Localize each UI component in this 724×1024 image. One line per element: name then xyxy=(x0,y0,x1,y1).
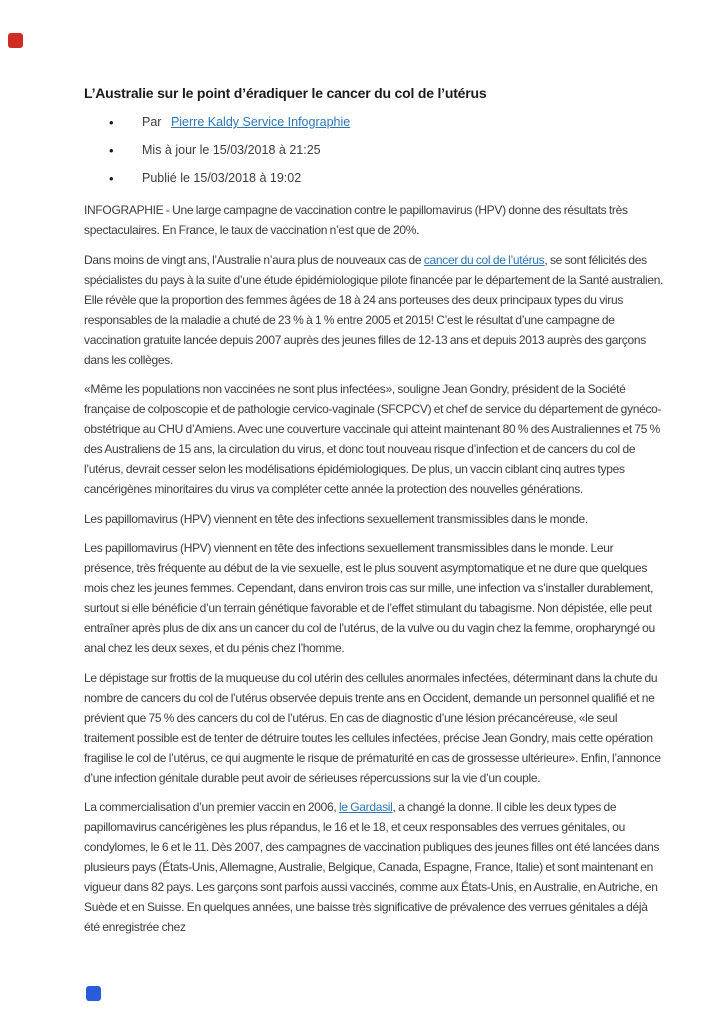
inline-link[interactable]: cancer du col de l’utérus xyxy=(423,252,545,267)
paragraph xyxy=(84,379,664,499)
text-run: «Même les populations non vaccinées ne sont plus infectées», souligne Jean Gondry, président de la Société française de colposcopie et de pathologie cervico-vaginale (SFCPCV) et chef de service du département de gynéco-obstétrique au CHU d’Amiens. Avec une couverture vaccinale qui atteint maintenant 80 % des Australiennes et 75 % des Australiens de 15 ans, la circulation du virus, et donc tout nouveau risque d’infection et de cancers du col de l’utérus, devrait cesser selon les modélisations épidémiologiques. De plus, un vaccin ciblant cinq autres types cancérigènes minoritaires du virus va compléter cette année la protection des nouvelles générations. xyxy=(84,382,662,496)
red-marker-icon xyxy=(8,33,23,48)
bullet-icon xyxy=(109,141,114,161)
article-body xyxy=(84,200,664,937)
byline-item-published xyxy=(84,169,664,188)
bullet-icon xyxy=(109,113,114,133)
byline-published-text: Publié le 15/03/2018 à 19:02 xyxy=(142,171,302,185)
bullet-icon xyxy=(109,169,114,189)
paragraph xyxy=(84,200,664,240)
text-run: Les papillomavirus (HPV) viennent en tête des infections sexuellement transmissibles dans le monde. Leur présence, très fréquente au début de la vie sexuelle, est le plus souvent asymptomatique et ne dure que quelques mois chez les jeunes femmes. Cependant, dans environ trois cas sur mille, une infection va s’installer durablement, surtout si elle bénéficie d’un terrain génétique favorable et de l’effet stimulant du tabagisme. Non dépistée, elle peut entraîner après plus de dix ans un cancer du col de l’utérus, de la vulve ou du vagin chez la femme, oropharyngé ou anal chez les deux sexes, et du pénis chez l’homme. xyxy=(84,541,655,655)
article-title: L’Australie sur le point d’éradiquer le cancer du col de l’utérus xyxy=(84,85,487,101)
byline-updated-text: Mis à jour le 15/03/2018 à 21:25 xyxy=(142,143,321,157)
blue-marker-icon xyxy=(86,986,101,1001)
paragraph xyxy=(84,509,664,529)
text-run: Dans moins de vingt ans, l’Australie n’aura plus de nouveaux cas de xyxy=(84,252,424,267)
paragraph xyxy=(84,668,664,788)
byline-par-label: Par xyxy=(142,115,162,129)
inline-link[interactable]: le Gardasil xyxy=(338,800,393,814)
text-run: Le dépistage sur frottis de la muqueuse du col utérin des cellules anormales infectées, déterminant dans la chute du nombre de cancers du col de l’utérus observée depuis trente ans en Occident, demande un personnel qualifié et ne prévient que 75 % des cancers du col de l’utérus. En cas de diagnostic d’une lésion précancéreuse, «le seul traitement possible est de tenter de détruire toutes les cellules infectées, précise Jean Gondry, mais cette opération fragilise le col de l’utérus, ce qui augmente le risque de prématurité en cas de grossesse ultérieure». Enfin, l’annonce d’une infection génitale durable peut avoir de sérieuses répercussions sur la vie d’un couple. xyxy=(84,670,661,785)
text-run: INFOGRAPHIE - Une large campagne de vaccination contre le papillomavirus (HPV) donne des résultats très spectaculaires. En France, le taux de vaccination n’est que de 20%. xyxy=(84,203,628,237)
text-run: , se sont félicités des spécialistes du pays à la suite d’une étude épidémiologique pilote financée par le département de la Santé australien. Elle révèle que la proportion des femmes âgées de 18 à 24 ans porteuses des deux principaux types du virus responsables de la maladie a chuté de 23 % à 1 % entre 2005 et 2015! C’est le résultat d’une campagne de vaccination gratuite lancée depuis 2007 auprès des jeunes filles de 12-13 ans et depuis 2013 auprès des garçons dans les collèges. xyxy=(84,252,664,367)
paragraph xyxy=(84,797,664,937)
byline-item-author xyxy=(84,113,664,132)
byline-list xyxy=(84,113,664,188)
text-run: La commercialisation d’un premier vaccin en 2006, xyxy=(84,800,339,814)
paragraph xyxy=(84,538,664,658)
paragraph xyxy=(84,250,664,370)
author-link[interactable]: Pierre Kaldy Service Infographie xyxy=(170,115,351,129)
text-run: Les papillomavirus (HPV) viennent en tête des infections sexuellement transmissibles dans le monde. xyxy=(84,511,588,526)
text-run: , a changé la donne. Il cible les deux types de papillomavirus cancérigènes les plus répandus, le 16 et le 18, et ceux responsables des verrues génitales, ou condylomes, le 6 et le 11. Dès 2007, des campagnes de vaccination publiques des jeunes filles ont été lancées dans plusieurs pays (États-Unis, Allemagne, Australie, Belgique, Canada, Espagne, France, Italie) et sont maintenant en vigueur dans 82 pays. Les garçons sont parfois aussi vaccinés, comme aux États-Unis, en Australie, en Autriche, en Suède et en Suisse. En quelques années, une baisse très significative de prévalence des verrues génitales a déjà été enregistrée chez xyxy=(84,800,660,934)
byline-item-updated xyxy=(84,141,664,160)
